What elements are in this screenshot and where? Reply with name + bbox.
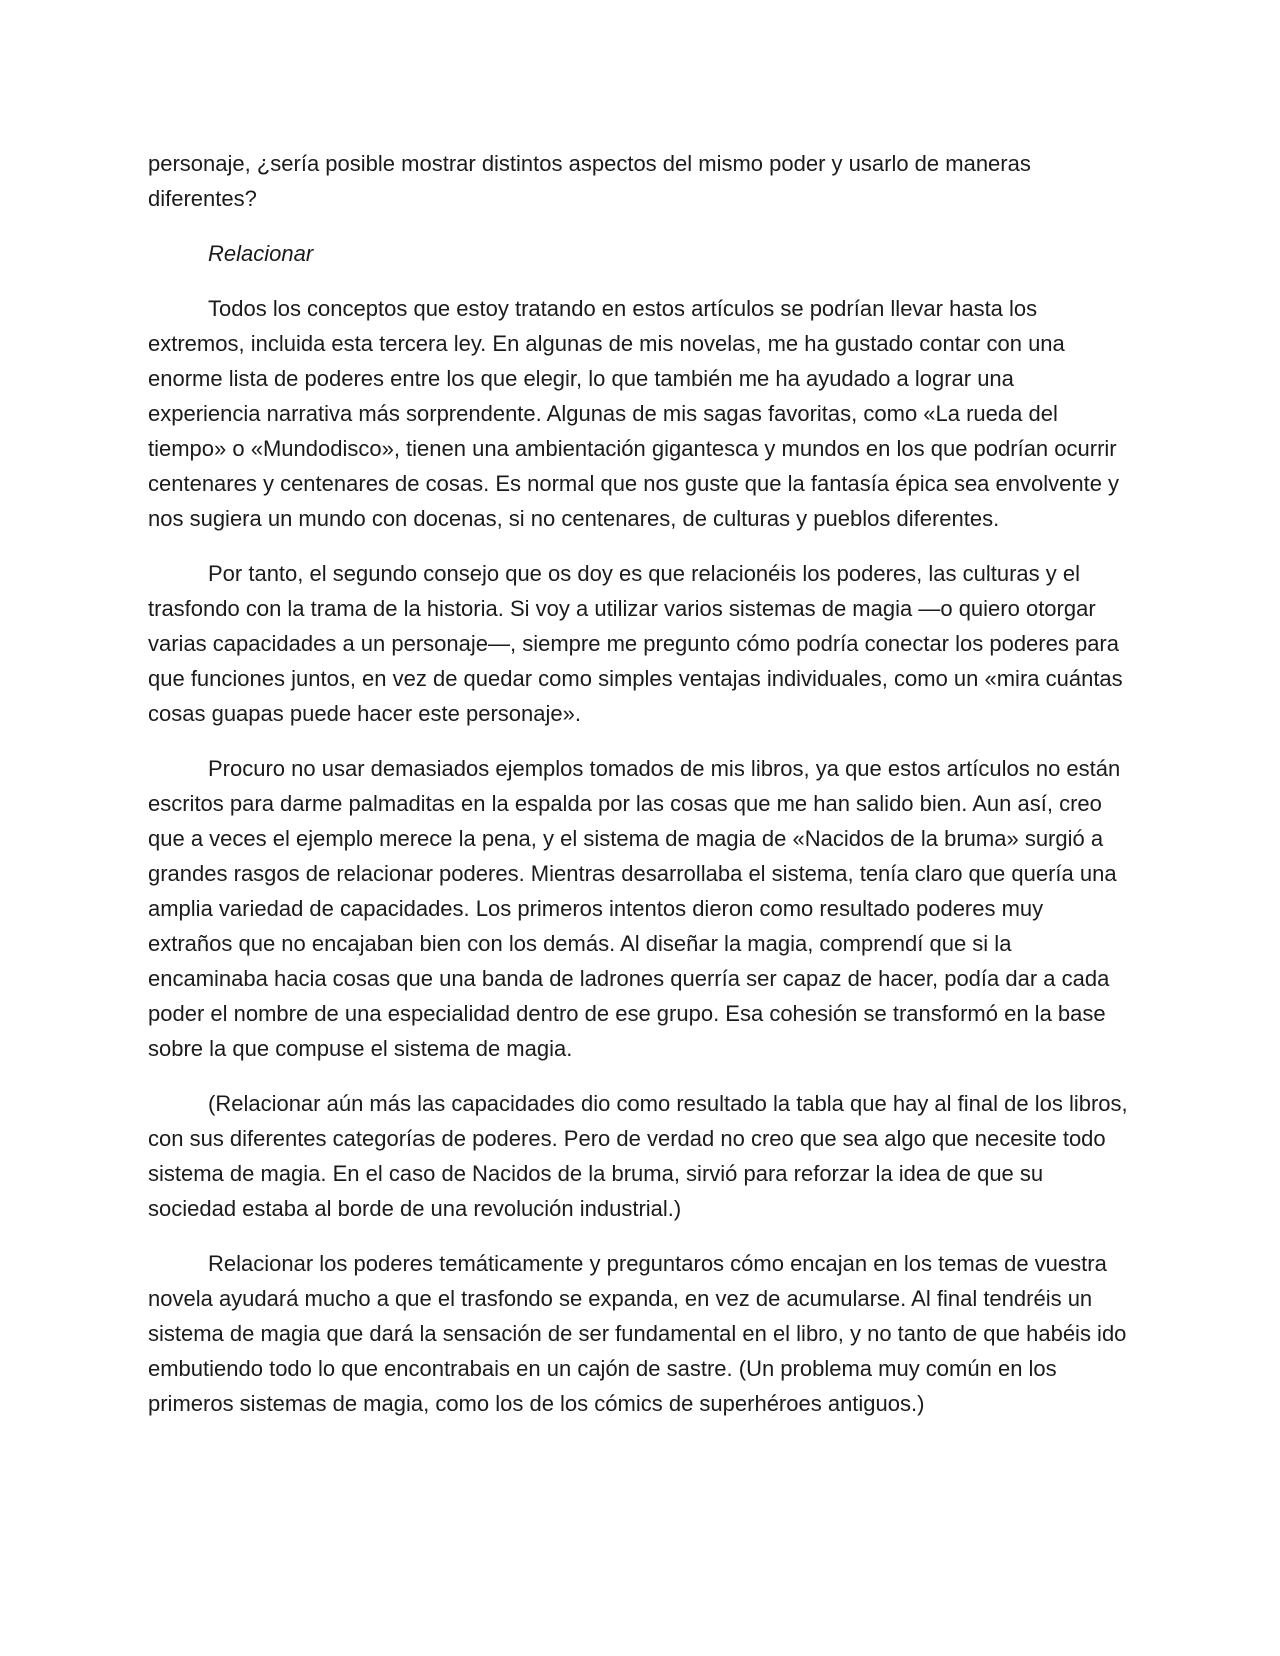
section-heading: Relacionar [208,241,314,266]
document-body [148,146,1128,1441]
paragraph-continuation: personaje, ¿sería posible mostrar distintos aspectos del mismo poder y usarlo de maneras diferentes? [148,151,1031,211]
paragraph: (Relacionar aún más las capacidades dio como resultado la tabla que hay al final de los libros, con sus diferentes categorías de poderes. Pero de verdad no creo que sea algo que necesite todo sistema de magia. En el caso de Nacidos de la bruma, sirvió para reforzar la idea de que su sociedad estaba al borde de una revolución industrial.) [148,1091,1128,1221]
paragraph: Todos los conceptos que estoy tratando en estos artículos se podrían llevar hasta los extremos, incluida esta tercera ley. En algunas de mis novelas, me ha gustado contar con una enorme lista de poderes entre los que elegir, lo que también me ha ayudado a lograr una experiencia narrativa más sorprendente. Algunas de mis sagas favoritas, como «La rueda del tiempo» o «Mundodisco», tienen una ambientación gigantesca y mundos en los que podrían ocurrir centenares y centenares de cosas. Es normal que nos guste que la fantasía épica sea envolvente y nos sugiera un mundo con docenas, si no centenares, de culturas y pueblos diferentes. [148,296,1120,531]
paragraph: Por tanto, el segundo consejo que os doy es que relacionéis los poderes, las culturas y el trasfondo con la trama de la historia. Si voy a utilizar varios sistemas de magia —o quiero otorgar varias capacidades a un personaje—, siempre me pregunto cómo podría conectar los poderes para que funciones juntos, en vez de quedar como simples ventajas individuales, como un «mira cuántas cosas guapas puede hacer este personaje». [148,561,1123,726]
paragraph: Procuro no usar demasiados ejemplos tomados de mis libros, ya que estos artículos no están escritos para darme palmaditas en la espalda por las cosas que me han salido bien. Aun así, creo que a veces el ejemplo merece la pena, y el sistema de magia de «Nacidos de la bruma» surgió a grandes rasgos de relacionar poderes. Mientras desarrollaba el sistema, tenía claro que quería una amplia variedad de capacidades. Los primeros intentos dieron como resultado poderes muy extraños que no encajaban bien con los demás. Al diseñar la magia, comprendí que si la encaminaba hacia cosas que una banda de ladrones querría ser capaz de hacer, podía dar a cada poder el nombre de una especialidad dentro de ese grupo. Esa cohesión se transformó en la base sobre la que compuse el sistema de magia. [148,756,1121,1061]
paragraph: Relacionar los poderes temáticamente y preguntaros cómo encajan en los temas de vuestra novela ayudará mucho a que el trasfondo se expanda, en vez de acumularse. Al final tendréis un sistema de magia que dará la sensación de ser fundamental en el libro, y no tanto de que habéis ido embutiendo todo lo que encontrabais en un cajón de sastre. (Un problema muy común en los primeros sistemas de magia, como los de los cómics de superhéroes antiguos.) [148,1251,1127,1416]
